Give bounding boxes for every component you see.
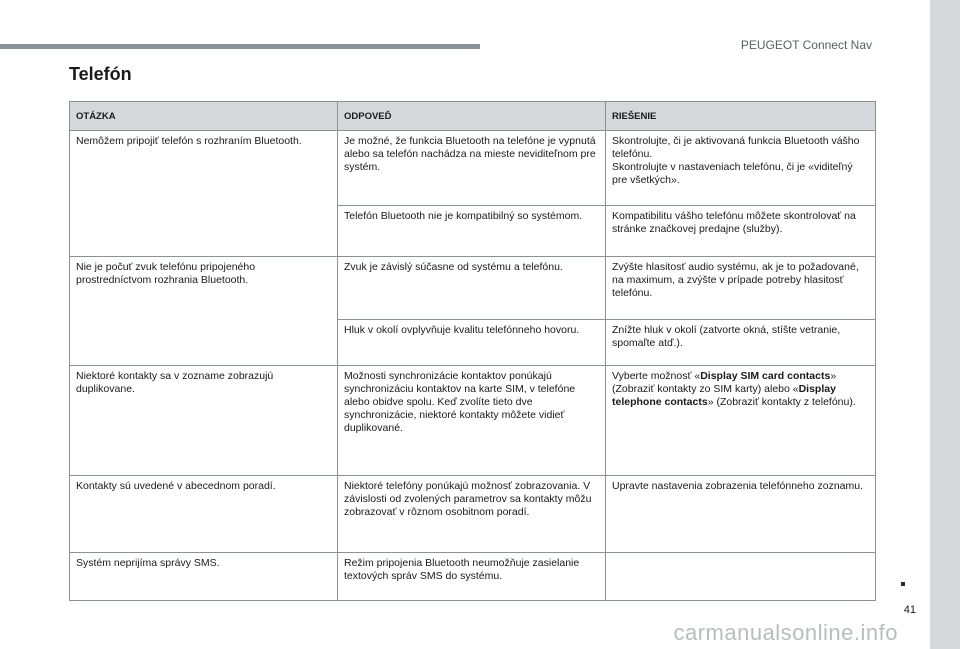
answer-cell: Telefón Bluetooth nie je kompatibilný so systémom. xyxy=(338,206,606,257)
solution-cell xyxy=(606,553,876,601)
table-row xyxy=(70,553,876,601)
column-header-answer: ODPOVEĎ xyxy=(338,102,606,131)
solution-text: Vyberte možnosť « xyxy=(612,370,701,382)
solution-cell xyxy=(606,366,876,476)
table-row xyxy=(70,476,876,553)
display-sim-contacts-option: Display SIM card contacts xyxy=(700,370,831,382)
column-header-solution: RIEŠENIE xyxy=(606,102,876,131)
page-marker-dot xyxy=(901,582,905,586)
question-cell: Kontakty sú uvedené v abecednom poradí. xyxy=(70,476,338,553)
question-cell: Niektoré kontakty sa v zozname zobrazujú duplikovane. xyxy=(70,366,338,476)
display-telephone-contacts-option: Display telephone contacts xyxy=(612,383,836,408)
column-header-question: OTÁZKA xyxy=(70,102,338,131)
answer-cell: Možnosti synchronizácie kontaktov ponúkajú synchronizáciu kontaktov na karte SIM, v telefóne alebo obidve spolu. Keď zvolíte tieto dve synchronizácie, niektoré kontakty môžete vidieť duplikované. xyxy=(338,366,606,476)
question-cell: Nemôžem pripojiť telefón s rozhraním Bluetooth. xyxy=(70,131,338,257)
solution-cell: Skontrolujte, či je aktivovaná funkcia Bluetooth vášho telefónu. Skontrolujte v nastaveniach telefónu, či je «viditeľný pre všetkých». xyxy=(606,131,876,206)
solution-cell: Zvýšte hlasitosť audio systému, ak je to požadované, na maximum, a zvýšte v prípade potreby hlasitosť telefónu. xyxy=(606,257,876,320)
header-rule xyxy=(0,44,480,49)
table-header-row xyxy=(70,102,876,131)
solution-cell: Znížte hluk v okolí (zatvorte okná, stíšte vetranie, spomaľte atď.). xyxy=(606,320,876,366)
page-title: Telefón xyxy=(69,64,132,84)
page-number: 41 xyxy=(903,604,916,616)
solution-cell: Upravte nastavenia zobrazenia telefónneho zoznamu. xyxy=(606,476,876,553)
answer-cell: Hluk v okolí ovplyvňuje kvalitu telefónneho hovoru. xyxy=(338,320,606,366)
solution-text: » (Zobraziť kontakty z telefónu). xyxy=(707,396,856,408)
answer-cell: Je možné, že funkcia Bluetooth na telefóne je vypnutá alebo sa telefón nachádza na mieste neviditeľnom pre systém. xyxy=(338,131,606,206)
manual-brand-label: PEUGEOT Connect Nav xyxy=(740,38,872,52)
side-strip xyxy=(930,0,960,649)
answer-cell: Zvuk je závislý súčasne od systému a telefónu. xyxy=(338,257,606,320)
question-cell: Nie je počuť zvuk telefónu pripojeného prostredníctvom rozhrania Bluetooth. xyxy=(70,257,338,366)
faq-table xyxy=(69,101,876,601)
solution-cell: Kompatibilitu vášho telefónu môžete skontrolovať na stránke značkovej predajne (služby). xyxy=(606,206,876,257)
question-cell: Systém neprijíma správy SMS. xyxy=(70,553,338,601)
table-row xyxy=(70,257,876,320)
answer-cell: Niektoré telefóny ponúkajú možnosť zobrazovania. V závislosti od zvolených parametrov sa kontakty môžu zobrazovať v rôznom osobitnom poradí. xyxy=(338,476,606,553)
solution-text: » (Zobraziť kontakty zo SIM karty) alebo « xyxy=(612,370,837,395)
answer-cell: Režim pripojenia Bluetooth neumožňuje zasielanie textových správ SMS do systému. xyxy=(338,553,606,601)
table-row xyxy=(70,131,876,206)
table-row xyxy=(70,366,876,476)
watermark: carmanualsonline.info xyxy=(673,620,898,645)
